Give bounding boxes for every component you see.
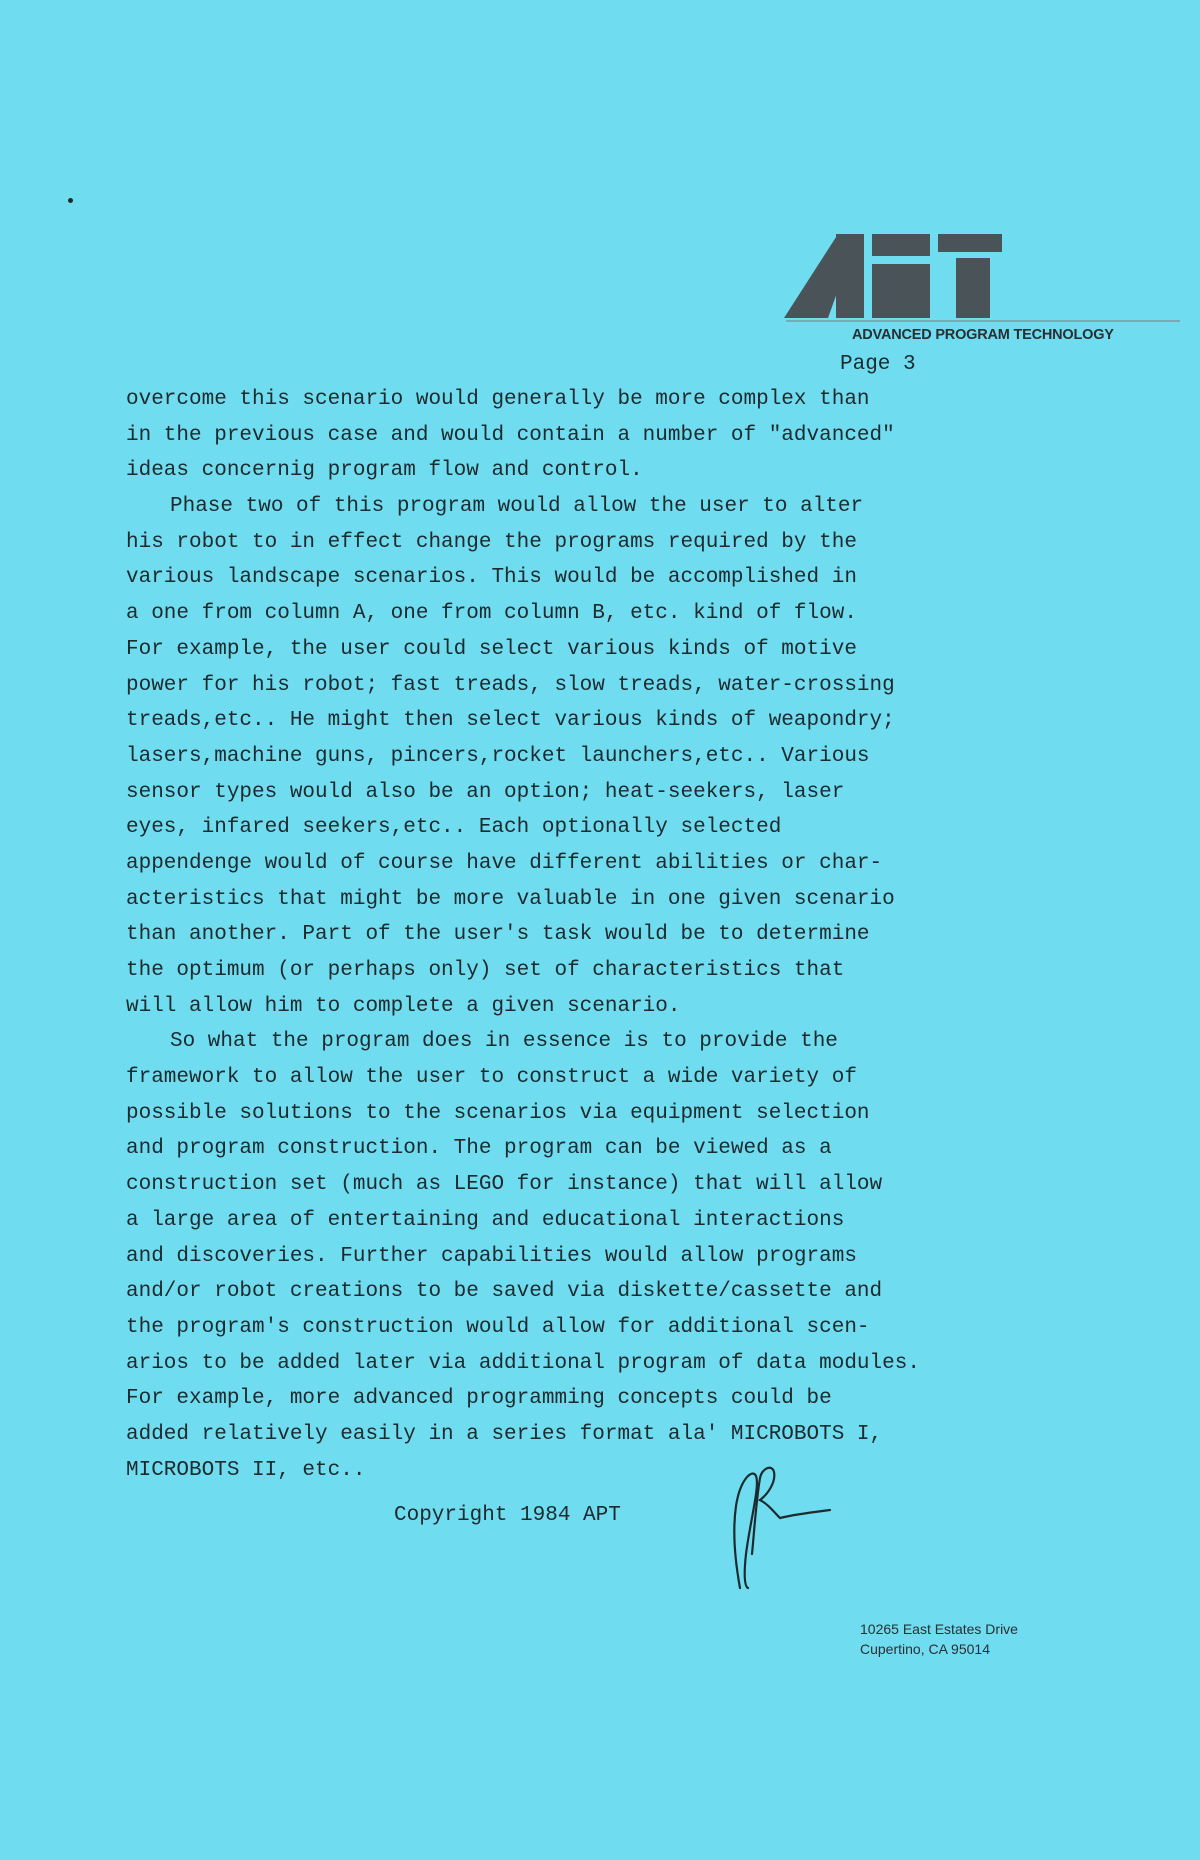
company-address xyxy=(860,1619,1018,1659)
text-line: treads,etc.. He might then select various kinds of weapondry; xyxy=(126,709,895,733)
text-line: framework to allow the user to construct a wide variety of xyxy=(126,1066,857,1090)
text-line: a large area of entertaining and educational interactions xyxy=(126,1208,845,1232)
copyright-notice: Copyright 1984 APT xyxy=(394,1504,621,1527)
text-line: and program construction. The program can be viewed as a xyxy=(126,1137,832,1161)
text-line: will allow him to complete a given scenario. xyxy=(126,994,681,1018)
text-line: and/or robot creations to be saved via diskette/cassette and xyxy=(126,1280,883,1304)
handwritten-signature xyxy=(722,1462,832,1592)
page-number: Page 3 xyxy=(840,353,916,376)
text-line: For example, the user could select various kinds of motive xyxy=(126,637,857,661)
text-line: added relatively easily in a series format ala' MICROBOTS I, xyxy=(126,1422,883,1446)
text-line: appendenge would of course have different abilities or char- xyxy=(126,851,883,875)
text-line: Phase two of this program would allow the user to alter xyxy=(170,495,864,519)
text-line: the optimum (or perhaps only) set of characteristics that xyxy=(126,959,845,982)
address-city: Cupertino, CA 95014 xyxy=(860,1641,990,1657)
letter-body xyxy=(126,382,1146,1488)
text-line: various landscape scenarios. This would be accomplished in xyxy=(126,566,857,590)
address-street: 10265 East Estates Drive xyxy=(860,1621,1018,1637)
text-line: and discoveries. Further capabilities would allow programs xyxy=(126,1244,857,1268)
text-line: overcome this scenario would generally be more complex than xyxy=(126,388,870,411)
text-line: power for his robot; fast treads, slow treads, water-crossing xyxy=(126,673,895,697)
text-line: his robot to in effect change the programs required by the xyxy=(126,530,857,554)
company-name: ADVANCED PROGRAM TECHNOLOGY xyxy=(852,327,1114,343)
text-line: than another. Part of the user's task would be to determine xyxy=(126,923,870,947)
text-line: in the previous case and would contain a number of "advanced" xyxy=(126,423,895,447)
text-line: For example, more advanced programming concepts could be xyxy=(126,1387,832,1411)
text-line: eyes, infared seekers,etc.. Each optionally selected xyxy=(126,816,782,840)
text-line: possible solutions to the scenarios via equipment selection xyxy=(126,1101,870,1125)
logo-divider xyxy=(786,320,1180,322)
text-line: construction set (much as LEGO for instance) that will allow xyxy=(126,1173,883,1197)
text-line: arios to be added later via additional program of data modules. xyxy=(126,1351,920,1375)
text-line: lasers,machine guns, pincers,rocket launchers,etc.. Various xyxy=(126,744,870,768)
paper-speck xyxy=(68,198,73,203)
text-line: acteristics that might be more valuable in one given scenario xyxy=(126,887,895,911)
text-line: the program's construction would allow for additional scen- xyxy=(126,1315,870,1339)
text-line: So what the program does in essence is to provide the xyxy=(170,1030,838,1054)
text-line: sensor types would also be an option; heat-seekers, laser xyxy=(126,780,845,804)
text-line: a one from column A, one from column B, etc. kind of flow. xyxy=(126,602,857,626)
text-line: ideas concernig program flow and control. xyxy=(126,459,643,483)
text-line: MICROBOTS II, etc.. xyxy=(126,1458,366,1482)
